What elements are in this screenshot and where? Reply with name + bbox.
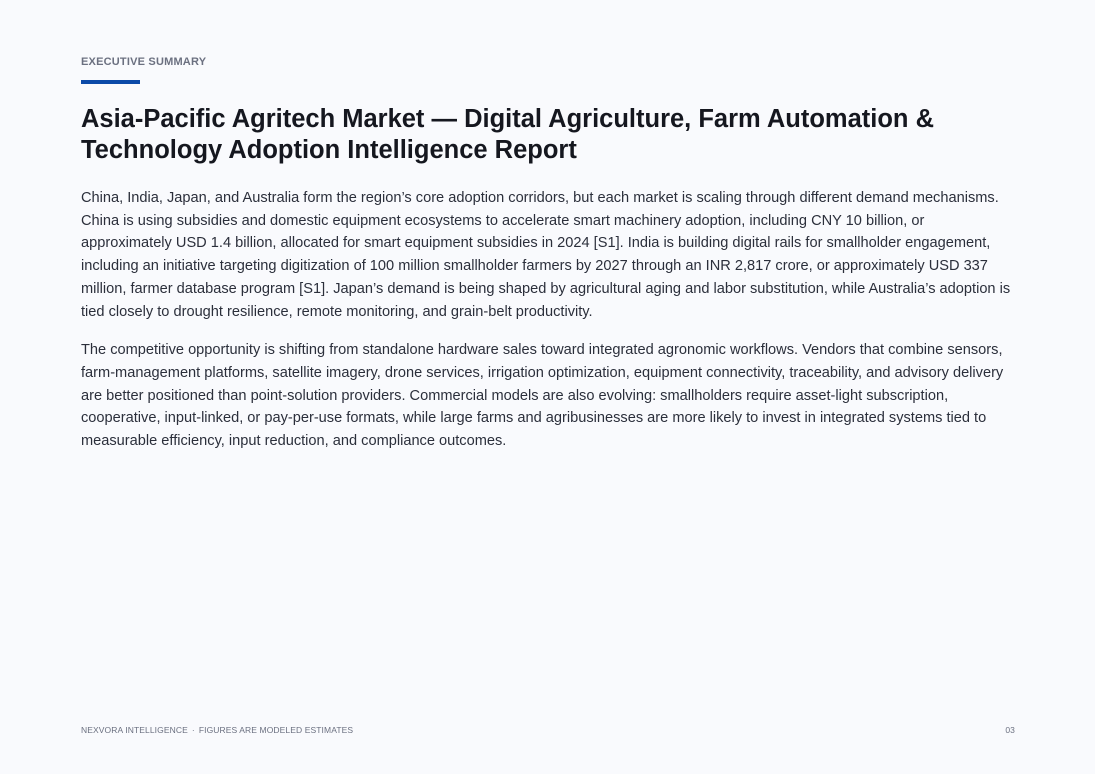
page-title: Asia-Pacific Agritech Market — Digital Agriculture, Farm Automation & Technology Adoption Intelligence Report xyxy=(81,105,934,164)
footer-left xyxy=(81,725,353,735)
section-label: EXECUTIVE SUMMARY xyxy=(81,56,207,68)
summary-paragraph: The competitive opportunity is shifting from standalone hardware sales toward integrated agronomic workflows. Vendors that combine sensors, farm-management platforms, satellite imagery, drone services, irrigation optimization, equipment connectivity, traceability, and advisory delivery are better positioned than point-solution providers. Commercial models are also evolving: smallholders require asset-light subscription, cooperative, input-linked, or pay-per-use formats, while large farms and agribusinesses are more likely to invest in integrated systems tied to measurable efficiency, input reduction, and compliance outcomes. xyxy=(81,342,1004,450)
footer-separator: · xyxy=(191,725,195,735)
accent-rule xyxy=(81,80,140,84)
report-page xyxy=(81,0,1015,774)
footer-note: FIGURES ARE MODELED ESTIMATES xyxy=(198,725,354,735)
summary-paragraph: China, India, Japan, and Australia form the region’s core adoption corridors, but each market is scaling through different demand mechanisms. China is using subsidies and domestic equipment ecosystems to accelerate smart machinery adoption, including CNY 10 billion, or approximately USD 1.4 billion, allocated for smart equipment subsidies in 2024 [S1]. India is building digital rails for smallholder engagement, including an initiative targeting digitization of 100 million smallholder farmers by 2027 through an INR 2,817 crore, or approximately USD 337 million, farmer database program [S1]. Japan’s demand is being shaped by agricultural aging and labor substitution, while Australia’s adoption is tied closely to drought resilience, remote monitoring, and grain-belt productivity. xyxy=(81,190,1011,320)
page-number: 03 xyxy=(1005,725,1015,735)
summary-body xyxy=(81,187,1015,469)
footer-brand: NEXVORA INTELLIGENCE xyxy=(81,725,188,735)
